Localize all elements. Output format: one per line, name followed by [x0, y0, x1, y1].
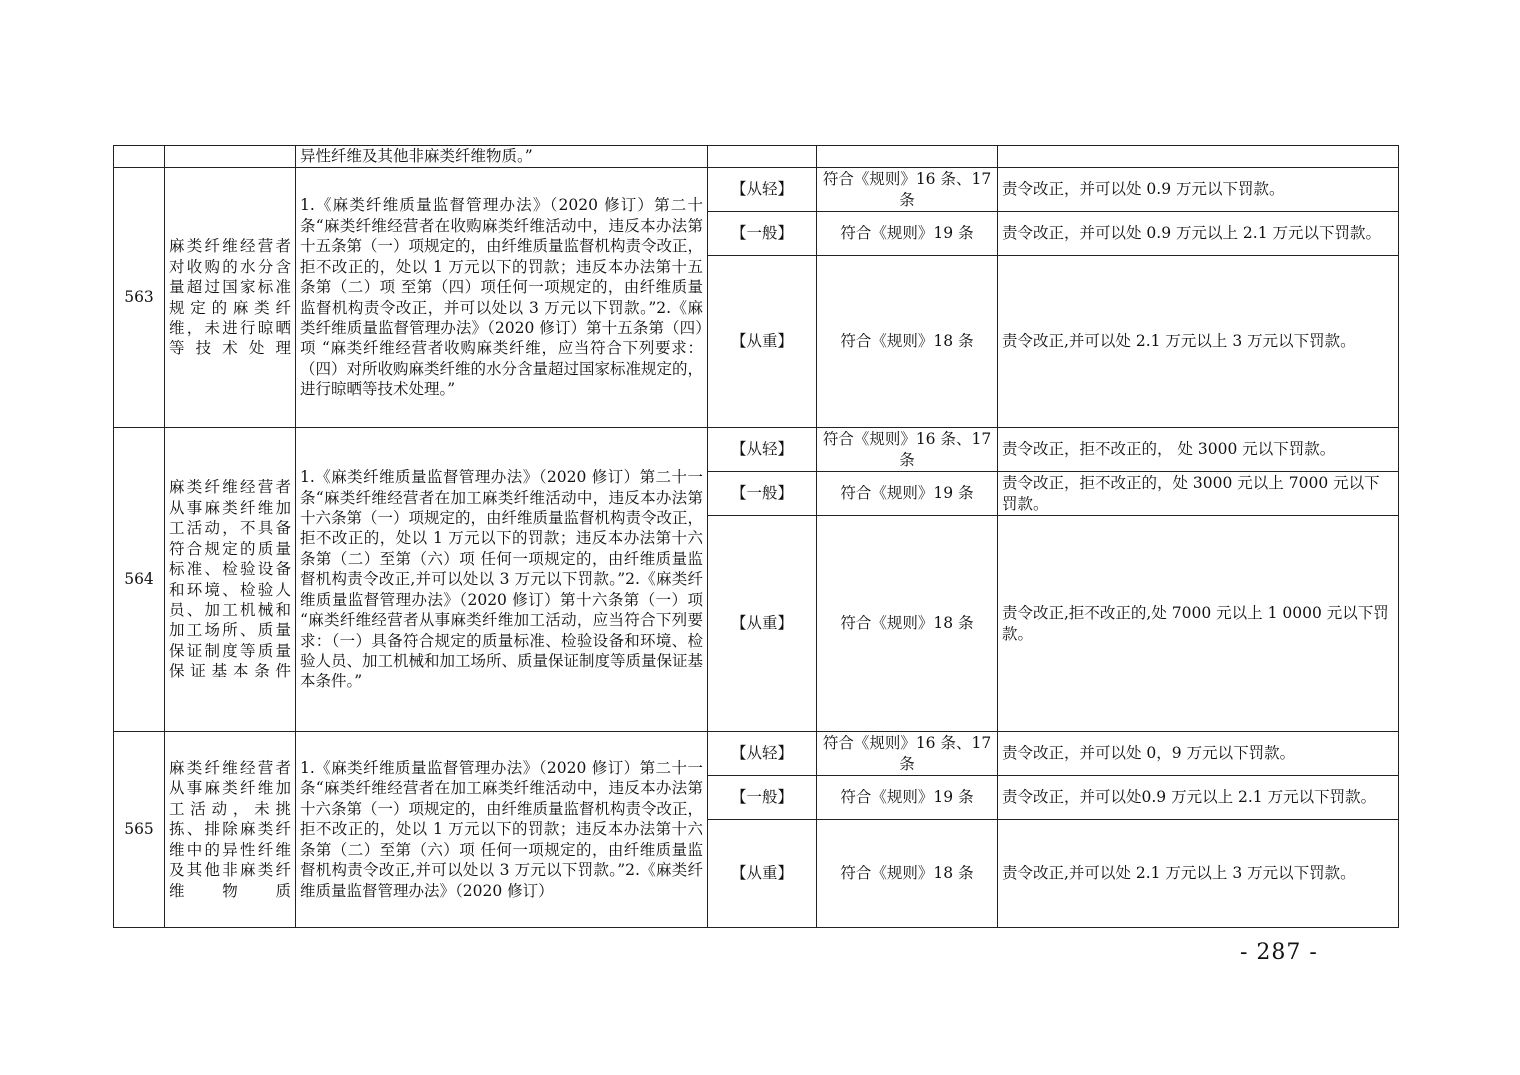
basis-cell: 异性纤维及其他非麻类纤维物质。” [296, 146, 708, 168]
measure-light: 责令改正，拒不改正的， 处 3000 元以下罚款。 [998, 428, 1399, 472]
level-light: 【从轻】 [708, 732, 817, 776]
continuation-row [114, 146, 1399, 168]
item-number: 564 [114, 428, 165, 732]
legal-basis: 1.《麻类纤维质量监督管理办法》（2020 修订）第二十一条“麻类纤维经营者在加工麻类纤维活动中，违反本办法第十六条第（一）项规定的，由纤维质量监督机构责令改正，拒不改正的，处以 1 万元以下的罚款；违反本办法第十六条第（二）至第（六）项 任何一项规定的，由纤维质量监督机构责令改正,并可以处以 3 万元以下罚款。”2.《麻类纤维质量监督管理办法》（2020 修订）第十六条第（一）项 “麻类纤维经营者从事麻类纤维加工活动，应当符合下列要求：（一）具备符合规定的质量标准、检验设备和环境、检验人员、加工机械和加工场所、质量保证制度等质量保证基本条件。” [296, 428, 708, 732]
level-normal: 【一般】 [708, 212, 817, 256]
rule-normal: 符合《规则》19 条 [817, 472, 998, 516]
penalty-table [113, 145, 1399, 928]
measure-normal: 责令改正，拒不改正的，处 3000 元以上 7000 元以下罚款。 [998, 472, 1399, 516]
level-cell [708, 146, 817, 168]
rule-light: 符合《规则》16 条、17 条 [817, 732, 998, 776]
rule-normal: 符合《规则》19 条 [817, 776, 998, 820]
measure-cell [998, 146, 1399, 168]
page-number: - 287 - [1240, 940, 1318, 965]
rule-heavy: 符合《规则》18 条 [817, 256, 998, 428]
rule-normal: 符合《规则》19 条 [817, 212, 998, 256]
measure-heavy: 责令改正,并可以处 2.1 万元以上 3 万元以下罚款。 [998, 820, 1399, 928]
level-normal: 【一般】 [708, 472, 817, 516]
item-cell [165, 146, 296, 168]
table-row [114, 428, 1399, 472]
legal-basis: 1.《麻类纤维质量监督管理办法》（2020 修订）第二十条“麻类纤维经营者在收购麻类纤维活动中，违反本办法第十五条第（一）项规定的，由纤维质量监督机构责令改正，拒不改正的，处以 1 万元以下的罚款；违反本办法第十五条第（二）项 至第（四）项任何一项规定的，由纤维质量监督机构责令改正，并可以处以 3 万元以下罚款。”2.《麻类纤维质量监督管理办法》（2020 修订）第十五条第（四）项 “麻类纤维经营者收购麻类纤维，应当符合下列要求：（四）对所收购麻类纤维的水分含量超过国家标准规定的，进行晾晒等技术处理。” [296, 168, 708, 428]
level-light: 【从轻】 [708, 168, 817, 212]
level-heavy: 【从重】 [708, 256, 817, 428]
number-cell [114, 146, 165, 168]
level-heavy: 【从重】 [708, 516, 817, 732]
level-normal: 【一般】 [708, 776, 817, 820]
measure-normal: 责令改正，并可以处0.9 万元以上 2.1 万元以下罚款。 [998, 776, 1399, 820]
item-number: 565 [114, 732, 165, 928]
rule-cell [817, 146, 998, 168]
rule-heavy: 符合《规则》18 条 [817, 516, 998, 732]
measure-heavy: 责令改正,拒不改正的,处 7000 元以上 1 0000 元以下罚款。 [998, 516, 1399, 732]
measure-light: 责令改正，并可以处 0，9 万元以下罚款。 [998, 732, 1399, 776]
rule-heavy: 符合《规则》18 条 [817, 820, 998, 928]
table-row [114, 732, 1399, 776]
legal-basis: 1.《麻类纤维质量监督管理办法》（2020 修订）第二十一条“麻类纤维经营者在加工麻类纤维活动中，违反本办法第十六条第（一）项规定的，由纤维质量监督机构责令改正，拒不改正的，处以 1 万元以下的罚款；违反本办法第十六条第（二）至第（六）项 任何一项规定的，由纤维质量监督机构责令改正,并可以处以 3 万元以下罚款。”2.《麻类纤维质量监督管理办法》（2020 修订） [296, 732, 708, 928]
item-number: 563 [114, 168, 165, 428]
rule-light: 符合《规则》16 条、17 条 [817, 168, 998, 212]
level-heavy: 【从重】 [708, 820, 817, 928]
table-row [114, 168, 1399, 212]
violation-description: 麻类纤维经营者对收购的水分含量超过国家标准规定的麻类纤维，未进行晾晒等技术处理 [165, 168, 296, 428]
measure-normal: 责令改正，并可以处 0.9 万元以上 2.1 万元以下罚款。 [998, 212, 1399, 256]
violation-description: 麻类纤维经营者从事麻类纤维加工活动，未挑拣、排除麻类纤维中的异性纤维及其他非麻类纤维物质 [165, 732, 296, 928]
measure-heavy: 责令改正,并可以处 2.1 万元以上 3 万元以下罚款。 [998, 256, 1399, 428]
rule-light: 符合《规则》16 条、17 条 [817, 428, 998, 472]
measure-light: 责令改正，并可以处 0.9 万元以下罚款。 [998, 168, 1399, 212]
level-light: 【从轻】 [708, 428, 817, 472]
violation-description: 麻类纤维经营者从事麻类纤维加工活动，不具备符合规定的质量标准、检验设备和环境、检验人员、加工机械和加工场所、质量保证制度等质量保证基本条件 [165, 428, 296, 732]
